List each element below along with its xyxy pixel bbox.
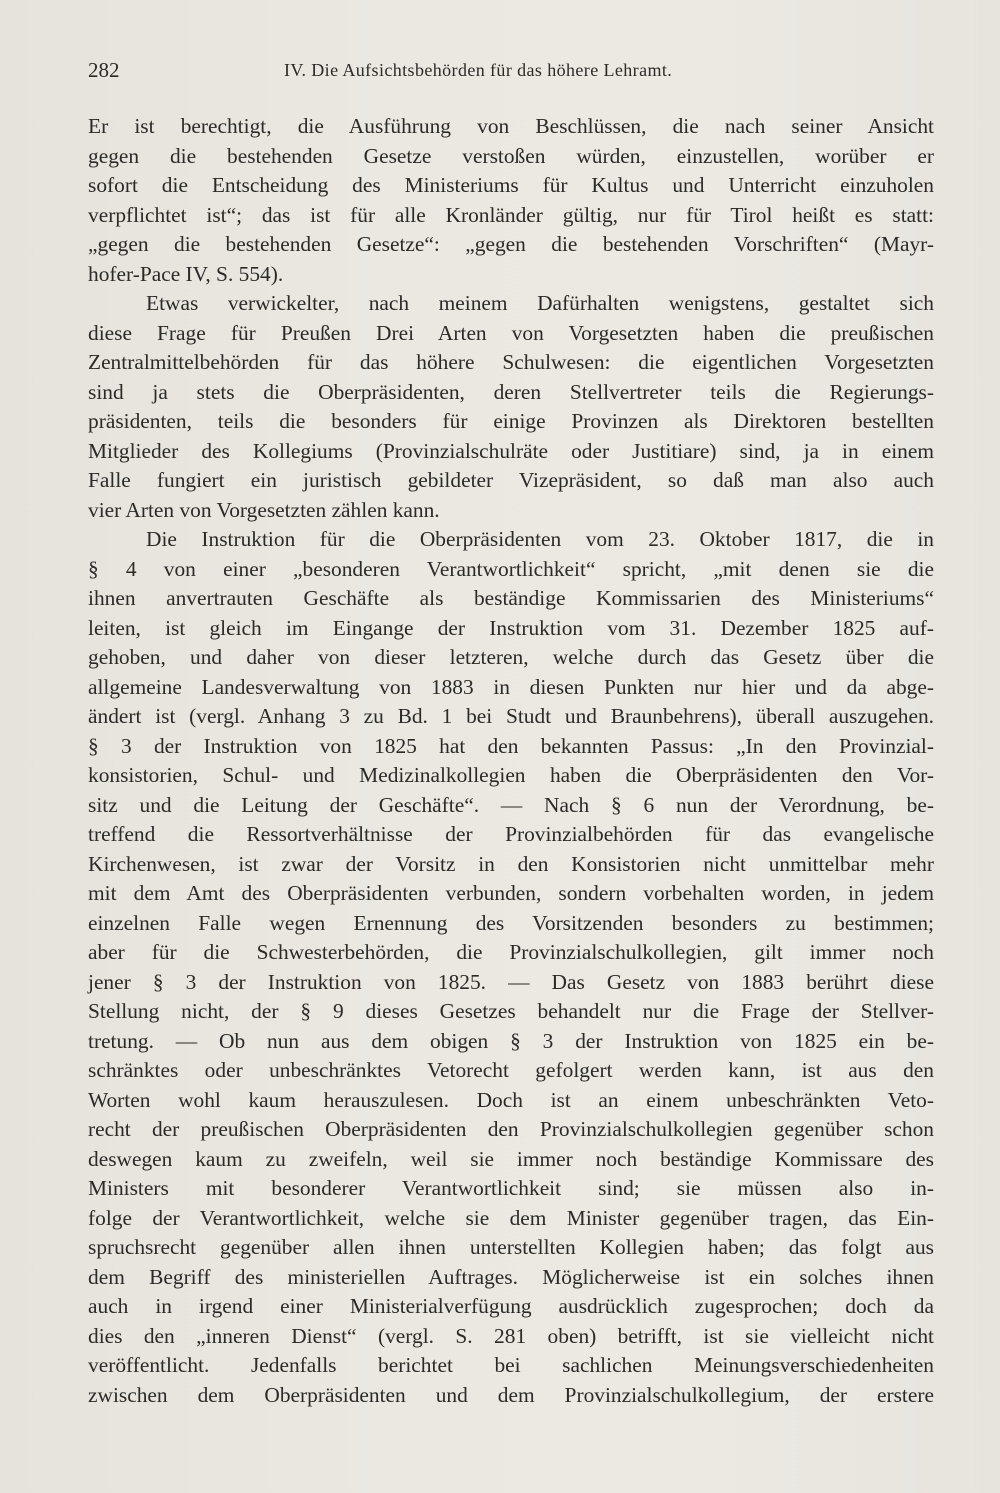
text-line: aber für die Schwesterbehörden, die Provinzialschulkollegien, gilt immer noch bbox=[88, 940, 934, 964]
text-line: auch in irgend einer Ministerialverfügung ausdrücklich zugesprochen; doch da bbox=[88, 1294, 934, 1318]
text-line: treffend die Ressortverhältnisse der Provinzialbehörden für das evangelische bbox=[88, 822, 934, 846]
text-line: hofer-Pace IV, S. 554). bbox=[88, 261, 284, 286]
text-line: sitz und die Leitung der Geschäfte“. — Nach § 6 nun der Verordnung, be- bbox=[88, 792, 934, 817]
text-line: veröffentlicht. Jedenfalls berichtet bei sachlichen Meinungsverschiedenheiten bbox=[88, 1353, 934, 1377]
text-line: Falle fungiert ein juristisch gebildeter Vizepräsident, so daß man also auch bbox=[88, 468, 934, 492]
text-line: schränktes oder unbeschränktes Vetorecht gefolgert werden kann, ist aus den bbox=[88, 1058, 934, 1082]
text-line: spruchsrecht gegenüber allen ihnen unterstellten Kollegien haben; das folgt aus bbox=[88, 1235, 934, 1259]
text-line: ihnen anvertrauten Geschäfte als beständige Kommissarien des Ministeriums“ bbox=[88, 586, 934, 610]
body-text bbox=[88, 112, 934, 1410]
text-line: gehoben, und daher von dieser letzteren, welche durch das Gesetz über die bbox=[88, 645, 934, 669]
text-line: verpflichtet ist“; das ist für alle Kronländer gültig, nur für Tirol heißt es statt: bbox=[88, 202, 934, 227]
text-line: präsidenten, teils die besonders für einige Provinzen als Direktoren bestellten bbox=[88, 409, 934, 433]
text-line: Zentralmittelbehörden für das höhere Schulwesen: die eigentlichen Vorgesetzten bbox=[88, 350, 934, 374]
text-line: Die Instruktion für die Oberpräsidenten vom 23. Oktober 1817, die in bbox=[146, 527, 934, 551]
text-line: Stellung nicht, der § 9 dieses Gesetzes behandelt nur die Frage der Stellver- bbox=[88, 999, 934, 1023]
text-line: leiten, ist gleich im Eingange der Instruktion vom 31. Dezember 1825 auf- bbox=[88, 615, 934, 640]
text-line: Mitglieder des Kollegiums (Provinzialschulräte oder Justitiare) sind, ja in einem bbox=[88, 438, 934, 463]
text-line: sofort die Entscheidung des Ministeriums für Kultus und Unterricht einzuholen bbox=[88, 173, 934, 197]
text-line: Worten wohl kaum herauszulesen. Doch ist an einem unbeschränkten Veto- bbox=[88, 1087, 934, 1112]
text-line: Er ist berechtigt, die Ausführung von Beschlüssen, die nach seiner Ansicht bbox=[88, 114, 934, 138]
text-line: deswegen kaum zu zweifeln, weil sie immer noch beständige Kommissare des bbox=[88, 1146, 934, 1171]
text-line: Etwas verwickelter, nach meinem Dafürhalten wenigstens, gestaltet sich bbox=[146, 291, 934, 315]
text-line: § 3 der Instruktion von 1825 hat den bekannten Passus: „In den Provinzial- bbox=[88, 733, 934, 758]
text-line: jener § 3 der Instruktion von 1825. — Das Gesetz von 1883 berührt diese bbox=[88, 969, 934, 994]
text-line: konsistorien, Schul- und Medizinalkollegien haben die Oberpräsidenten den Vor- bbox=[88, 763, 934, 787]
text-line: sind ja stets die Oberpräsidenten, deren Stellvertreter teils die Regierungs- bbox=[88, 379, 934, 404]
running-title: IV. Die Aufsichtsbehörden für das höhere Lehramt. bbox=[284, 60, 673, 80]
text-line: § 4 von einer „besonderen Verantwortlichkeit“ spricht, „mit denen sie die bbox=[88, 556, 934, 581]
text-line: vier Arten von Vorgesetzten zählen kann. bbox=[88, 497, 440, 522]
text-line: diese Frage für Preußen Drei Arten von Vorgesetzten haben die preußischen bbox=[88, 320, 934, 345]
text-line: dem Begriff des ministeriellen Auftrages. Möglicherweise ist ein solches ihnen bbox=[88, 1264, 934, 1289]
text-line: tretung. — Ob nun aus dem obigen § 3 der Instruktion von 1825 ein be- bbox=[88, 1028, 934, 1053]
text-line: Kirchenwesen, ist zwar der Vorsitz in den Konsistorien nicht unmittelbar mehr bbox=[88, 851, 934, 876]
text-line: Ministers mit besonderer Verantwortlichkeit sind; sie müssen also in- bbox=[88, 1176, 934, 1200]
text-line: einzelnen Falle wegen Ernennung des Vorsitzenden besonders zu bestimmen; bbox=[88, 910, 934, 935]
text-line: „gegen die bestehenden Gesetze“: „gegen die bestehenden Vorschriften“ (Mayr- bbox=[88, 232, 934, 256]
text-line: zwischen dem Oberpräsidenten und dem Provinzialschulkollegium, der erstere bbox=[88, 1382, 934, 1407]
text-line: dies den „inneren Dienst“ (vergl. S. 281 oben) betrifft, ist sie vielleicht nicht bbox=[88, 1323, 934, 1348]
text-line: gegen die bestehenden Gesetze verstoßen würden, einzustellen, worüber er bbox=[88, 143, 934, 168]
text-line: mit dem Amt des Oberpräsidenten verbunden, sondern vorbehalten worden, in jedem bbox=[88, 881, 934, 905]
text-line: recht der preußischen Oberpräsidenten den Provinzialschulkollegien gegenüber schon bbox=[88, 1117, 934, 1141]
text-line: allgemeine Landesverwaltung von 1883 in diesen Punkten nur hier und da abge- bbox=[88, 674, 934, 699]
page-number: 282 bbox=[88, 58, 120, 82]
text-line: folge der Verantwortlichkeit, welche sie dem Minister gegenüber tragen, das Ein- bbox=[88, 1205, 934, 1230]
page-header bbox=[88, 58, 924, 88]
text-line: ändert ist (vergl. Anhang 3 zu Bd. 1 bei Studt und Braunbehrens), überall auszugehen. bbox=[88, 704, 934, 728]
